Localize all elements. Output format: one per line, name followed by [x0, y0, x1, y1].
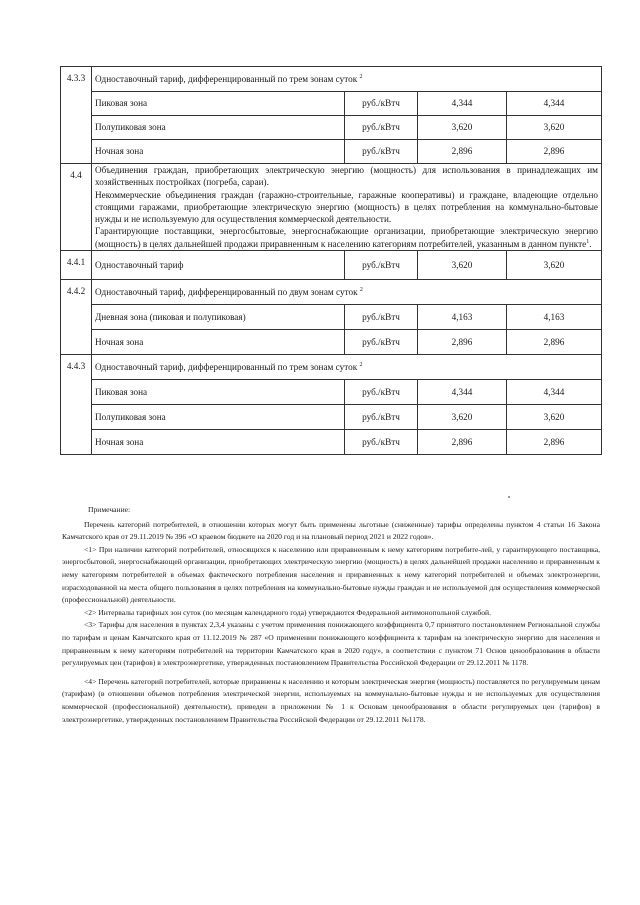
- footnote-mark: 2: [359, 286, 363, 293]
- unit-cell: руб./кВтч: [345, 251, 418, 280]
- row-number: 4.3.3: [61, 67, 92, 164]
- section-header: [92, 355, 602, 380]
- value-period-1: 4,344: [418, 380, 507, 405]
- section-title: Одноставочный тариф, дифференцированный по двум зонам суток: [95, 286, 358, 297]
- unit-cell: руб./кВтч: [345, 305, 418, 330]
- value-period-2: 3,620: [507, 251, 602, 280]
- section-title: Одноставочный тариф, дифференцированный по трем зонам суток: [95, 73, 358, 84]
- notes-title: Примечание:: [88, 505, 131, 514]
- value-period-1: 2,896: [418, 140, 507, 164]
- zone-label: Пиковая зона: [92, 380, 345, 405]
- zone-label: Ночная зона: [92, 140, 345, 164]
- value-period-2: 3,620: [507, 405, 602, 430]
- notes-intro: Перечень категорий потребителей, в отношении которых могут быть применены льготные (сниженные) тарифы определены пунктом 4 статьи 16 Закона Камчатского края от 29.11.2019 № 396 «О краевом бюджете на 2020 год и на плановый период 2021 и 2022 годов».: [62, 519, 600, 542]
- unit-cell: руб./кВтч: [345, 92, 418, 116]
- value-period-2: 2,896: [507, 140, 602, 164]
- value-period-1: 2,896: [418, 330, 507, 355]
- zone-label: Ночная зона: [92, 430, 345, 455]
- description-paragraph: [95, 225, 598, 250]
- unit-cell: руб./кВтч: [345, 140, 418, 164]
- footnote-mark: 1: [586, 238, 590, 245]
- footnote-mark: 2: [359, 73, 363, 80]
- section-header: [92, 67, 602, 92]
- zone-label: Полупиковая зона: [92, 116, 345, 140]
- value-period-1: 2,896: [418, 430, 507, 455]
- unit-cell: руб./кВтч: [345, 116, 418, 140]
- section-description: [92, 164, 602, 251]
- value-period-2: 2,896: [507, 330, 602, 355]
- paragraph-text: Гарантирующие поставщики, энергосбытовые, энергоснабжающие организации, приобретающие электрическую энергию (мощность) в целях дальнейшей продажи приравненным к населению категориям потребителей, указанным в данном пункте: [95, 226, 598, 249]
- row-number: 4.4.3: [61, 355, 92, 455]
- value-period-1: 3,620: [418, 251, 507, 280]
- value-period-2: 2,896: [507, 430, 602, 455]
- section-header: [92, 280, 602, 305]
- section-title: Одноставочный тариф, дифференцированный по трем зонам суток: [95, 361, 358, 372]
- paragraph-end: .: [589, 238, 592, 249]
- footnote-mark: 2: [359, 361, 363, 368]
- notes-section: [62, 504, 600, 726]
- unit-cell: руб./кВтч: [345, 380, 418, 405]
- unit-cell: руб./кВтч: [345, 405, 418, 430]
- tariff-label: Одноставочный тариф: [92, 251, 345, 280]
- row-number: 4.4.1: [61, 251, 92, 280]
- footnote-3: <3> Тарифы для населения в пунктах 2,3,4 указаны с учетом применения понижающего коэффициента 0,7 принятого постановлением Региональной службы по тарифам и ценам Камчатского края от 11.12.2019 № 287 «О применении понижающего коэффициента к тарифам на электрическую энергию для населения и приравненным к нему категориям потребителей на территории Камчатского края в 2020 году», в соответствии с пунктом 71 Основ ценообразования в области регулируемых цен (тарифов) в электроэнергетике, утвержденных постановлением Правительства Российской Федерации от 29.12.2011 № 1178.: [62, 620, 600, 668]
- unit-cell: руб./кВтч: [345, 430, 418, 455]
- zone-label: Полупиковая зона: [92, 405, 345, 430]
- value-period-1: 3,620: [418, 116, 507, 140]
- footnote-1: <1> При наличии категорий потребителей, относящихся к населению или приравненным к нему категориям потребите-лей, у гарантирующего поставщика, энергосбытовой, энергоснабжающей организации, приобретающих электрическую энергию (мощность) в целях дальнейшей продажи населению и приравненным к нему категориям потребителей в объемах фактического потребления населения и приравненных к нему категорий потребителей и объемах электроэнергии, израсходованной на места общего пользования в целях потребления на коммунально-бытовые нужды граждан и не используемой для осуществления коммерческой (профессиональной) деятельности.: [62, 544, 600, 605]
- value-period-2: 4,344: [507, 380, 602, 405]
- scan-speck: [508, 496, 510, 498]
- value-period-2: 4,344: [507, 92, 602, 116]
- tariff-table: [60, 66, 602, 455]
- value-period-1: 3,620: [418, 405, 507, 430]
- description-paragraph: Объединения граждан, приобретающих электрическую энергию (мощность) для использования в принадлежащих им хозяйственных постройках (погреба, сараи).: [95, 165, 598, 188]
- row-number: 4.4.2: [61, 280, 92, 355]
- footnote-4: <4> Перечень категорий потребителей, которые приравнены к населению и которым электрическая энергия (мощность) поставляется по регулируемым ценам (тарифам) (в отношении объемов потребления электрической энергии, используемых на коммунально-бытовые нужды и не используемых для осуществления коммерческой (профессиональной) деятельности), приведен в приложении № 1 к Основам ценообразования в области регулируемых цен (тарифов) в электроэнергетике, утвержденных постановлением Правительства Российской Федерации от 29.12.2011 №1178.: [62, 676, 600, 724]
- description-paragraph: Некоммерческие объединения граждан (гаражно-строительные, гаражные кооперативы) и граждане, владеющие отдельно стоящими гаражами, приобретающие электрическую энергию (мощность) в целях потребления на коммунально-бытовые нужды и не используемую для осуществления коммерческой деятельности.: [95, 189, 598, 225]
- value-period-1: 4,163: [418, 305, 507, 330]
- unit-cell: руб./кВтч: [345, 330, 418, 355]
- value-period-1: 4,344: [418, 92, 507, 116]
- zone-label: Пиковая зона: [92, 92, 345, 116]
- zone-label: Дневная зона (пиковая и полупиковая): [92, 305, 345, 330]
- value-period-2: 3,620: [507, 116, 602, 140]
- value-period-2: 4,163: [507, 305, 602, 330]
- footnote-2: <2> Интервалы тарифных зон суток (по месяцам календарного года) утверждаются Федеральной антимонопольной службой.: [84, 607, 491, 617]
- zone-label: Ночная зона: [92, 330, 345, 355]
- row-number: 4.4: [61, 164, 92, 251]
